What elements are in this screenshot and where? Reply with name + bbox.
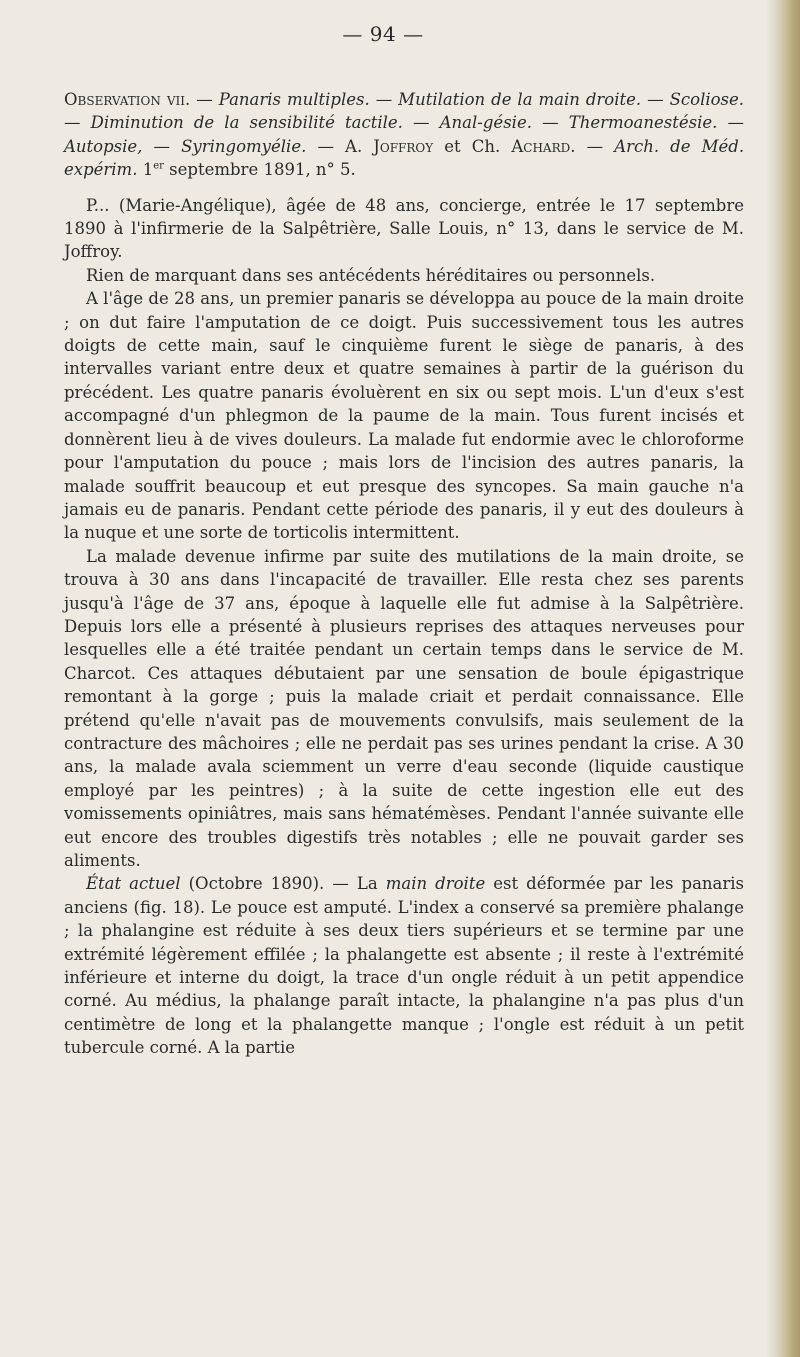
page-number: — 94 —	[342, 22, 424, 46]
publication-date-day: 1	[142, 160, 154, 180]
header-separator: —	[586, 136, 604, 156]
page-edge-shadow	[766, 0, 800, 1357]
header-title-part: Scoliose.	[669, 90, 745, 109]
header-title-part: Thermoanestésie.	[568, 113, 718, 133]
author-joffroy: A. Joffroy	[345, 136, 434, 156]
author-connector: et Ch.	[444, 136, 501, 156]
header-separator: —	[317, 136, 334, 156]
etat-label: État actuel	[86, 874, 181, 894]
etat-text: est déformée par les panaris anciens (fig. 18). Le pouce est amputé. L'index a conservé sa première phalange ; la phalangine est réduite à ses deux tiers supérieurs et se termine par une extrémité légèrement effilée ; la phalangette est absente ; il reste à l'extrémité inférieure et interne du doigt, la trace d'un ongle réduit à un petit appendice corné. Au médius, la phalange paraît intacte, la phalangine n'a pas plus d'un centimètre de long et la phalangette manque ; l'ongle est réduit à un petit tubercule corné. A la partie	[64, 874, 744, 1058]
observation-label: Observation	[64, 90, 161, 109]
observation-header	[64, 88, 744, 182]
header-separator: —	[413, 113, 430, 133]
journal-title: Arch. de Méd. expérim.	[64, 136, 745, 180]
paragraph-later-history: La malade devenue infirme par suite des mutilations de la main droite, se trouva à 30 ans dans l'incapacité de travailler. Elle resta chez ses parents jusqu'à l'âge de 37 ans, époque à laquelle elle fut admise à la Salpêtrière. Depuis lors elle a présenté à plusieurs reprises des attaques nerveuses pour lesquelles elle a été traitée pendant un certain temps dans le service de M. Charcot. Ces attaques débutaient par une sensation de boule épigastrique remontant à la gorge ; puis la malade criait et perdait connaissance. Elle prétend qu'elle n'avait pas de mouvements convulsifs, mais seulement de la contracture des mâchoires ; elle ne perdait pas ses urines pendant la crise. A 30 ans, la malade avala sciemment un verre d'eau seconde (liquide caustique employé par les peintres) ; à la suite de cette ingestion elle eut des vomissements opiniâtres, mais sans hématémèses. Pendant l'année suivante elle eut encore des troubles digestifs très notables ; elle ne pouvait garder ses aliments.	[64, 546, 744, 870]
paragraph-antecedents: Rien de marquant dans ses antécédents héréditaires ou personnels.	[86, 265, 656, 285]
page-body	[64, 88, 744, 1060]
observation-number: vii.	[166, 90, 191, 109]
header-separator: —	[727, 113, 745, 133]
header-separator: —	[64, 113, 81, 133]
header-separator: —	[647, 90, 664, 109]
header-separator: —	[153, 136, 171, 156]
header-title-part: Autopsie,	[64, 136, 143, 156]
paragraph-etat-actuel	[64, 872, 744, 1059]
paragraph-intro: P... (Marie-Angélique), âgée de 48 ans, concierge, entrée le 17 septembre 1890 à l'infirmerie de la Salpêtrière, Salle Louis, n° 13, dans le service de M. Joffroy.	[64, 195, 744, 262]
etat-la: La	[356, 874, 378, 894]
publication-date: septembre 1891, n° 5.	[169, 160, 356, 180]
header-separator: —	[196, 90, 213, 109]
header-title-part: Anal-gésie.	[439, 113, 532, 133]
author-achard: Achard.	[511, 136, 576, 156]
header-title-part: Diminution de la sensibilité tactile.	[90, 113, 403, 133]
header-title-part: Syringomyélie.	[181, 136, 307, 156]
header-title-part: Panaris multiples.	[218, 90, 370, 109]
header-separator: —	[542, 113, 559, 133]
etat-date: (Octobre 1890). —	[188, 874, 349, 894]
etat-main-droite: main droite	[385, 874, 486, 894]
header-title-part: Mutilation de la main droite.	[398, 90, 642, 109]
publication-date-sup: er	[153, 160, 164, 172]
header-separator: —	[375, 90, 393, 109]
paragraph-panaris-history: A l'âge de 28 ans, un premier panaris se développa au pouce de la main droite ; on dut faire l'amputation de ce doigt. Puis successivement tous les autres doigts de cette main, sauf le cinquième furent le siège de panaris, à des intervalles variant entre deux et quatre semaines à partir de la guérison du précédent. Les quatre panaris évoluèrent en six ou sept mois. L'un d'eux s'est accompagné d'un phlegmon de la paume de la main. Tous furent incisés et donnèrent lieu à de vives douleurs. La malade fut endormie avec le chloroforme pour l'amputation du pouce ; mais lors de l'incision des autres panaris, la malade souffrit beaucoup et eut presque des syncopes. Sa main gauche n'a jamais eu de panaris. Pendant cette période des panaris, il y eut des douleurs à la nuque et une sorte de torticolis intermittent.	[64, 289, 744, 543]
